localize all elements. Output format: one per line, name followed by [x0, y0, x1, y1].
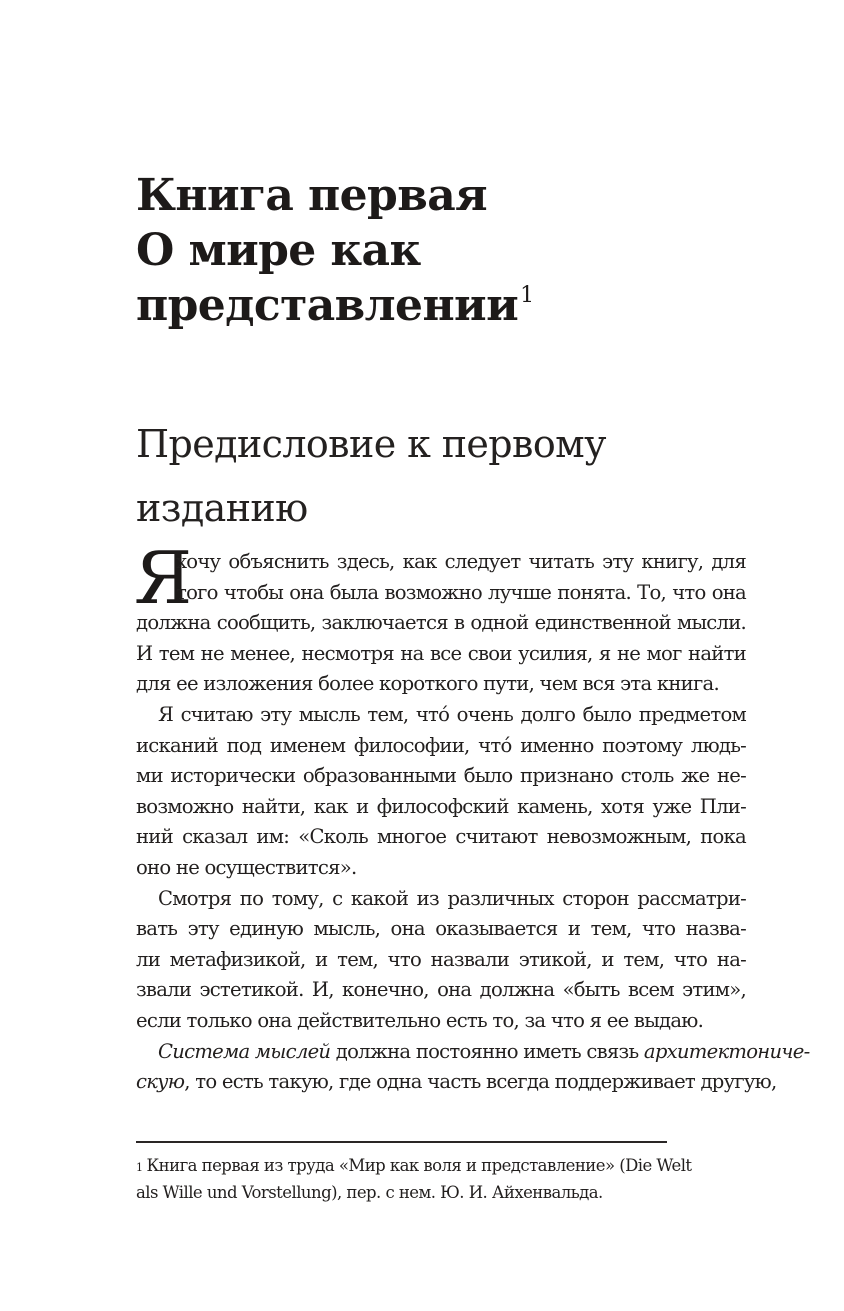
- text-line: исканий под именем философии, что́ именно поэтому людь-: [136, 733, 746, 757]
- text-line: для ее изложения более короткого пути, чем вся эта книга.: [136, 672, 719, 696]
- text-line: если только она действительно есть то, за что я ее выдаю.: [136, 1008, 704, 1032]
- italic-phrase: скую: [136, 1070, 185, 1094]
- book-title: [136, 168, 736, 333]
- drop-cap: Я: [134, 536, 193, 620]
- text-line: скую, то есть такую, где одна часть всегда поддерживает другую,: [136, 1070, 777, 1094]
- footnote-reference[interactable]: 1: [520, 283, 534, 308]
- text-line: И тем не менее, несмотря на все свои усилия, я не мог найти: [136, 641, 746, 665]
- body-text: [134, 536, 810, 1098]
- book-title-line: Книга первая: [136, 170, 488, 221]
- preface-heading-line: изданию: [136, 486, 308, 530]
- text-line: оно не осуществится».: [136, 855, 357, 879]
- italic-phrase: Система мыслей: [158, 1039, 331, 1063]
- text-line: Я считаю эту мысль тем, что́ очень долго было предметом: [158, 702, 746, 726]
- footnote-number: 1: [136, 1161, 143, 1174]
- text-line: вать эту единую мысль, она оказывается и тем, что назва-: [136, 917, 746, 941]
- book-title-line: представлении$^1$: [136, 280, 534, 331]
- text-line: Смотря по тому, с какой из различных сторон рассматри-: [158, 886, 746, 910]
- text-line: должна сообщить, заключается в одной единственной мысли.: [136, 611, 746, 635]
- text-line: возможно найти, как и философский камень, хотя уже Пли-: [136, 794, 746, 818]
- text-line: Система мыслей должна постоянно иметь связь архитектониче-: [158, 1039, 810, 1063]
- preface-heading-line: Предисловие к первому: [136, 422, 606, 466]
- preface-heading: [136, 412, 756, 540]
- text-line: того чтобы она была возможно лучше понята. То, что она: [176, 580, 746, 604]
- text-line: ний сказал им: «Сколь многое считают невозможным, пока: [136, 825, 746, 849]
- book-title-line: О мире как: [136, 225, 421, 276]
- italic-phrase: архитектониче-: [643, 1039, 810, 1063]
- footnote-divider: [136, 1141, 667, 1143]
- footnote-line: $^1$ Книга первая из труда «Мир как воля и представление» (Die Welt: [136, 1156, 692, 1175]
- footnote: [136, 1152, 756, 1206]
- text-line: хочу объяснить здесь, как следует читать эту книгу, для: [176, 550, 746, 573]
- text-line: звали эстетикой. И, конечно, она должна «быть всем этим»,: [136, 978, 746, 1002]
- text-line: ми исторически образованными было признано столь же не-: [136, 764, 746, 788]
- footnote-line: als Wille und Vorstellung), пер. с нем. Ю. И. Айхенвальда.: [136, 1183, 603, 1202]
- text-line: ли метафизикой, и тем, что назвали этикой, и тем, что на-: [136, 947, 746, 971]
